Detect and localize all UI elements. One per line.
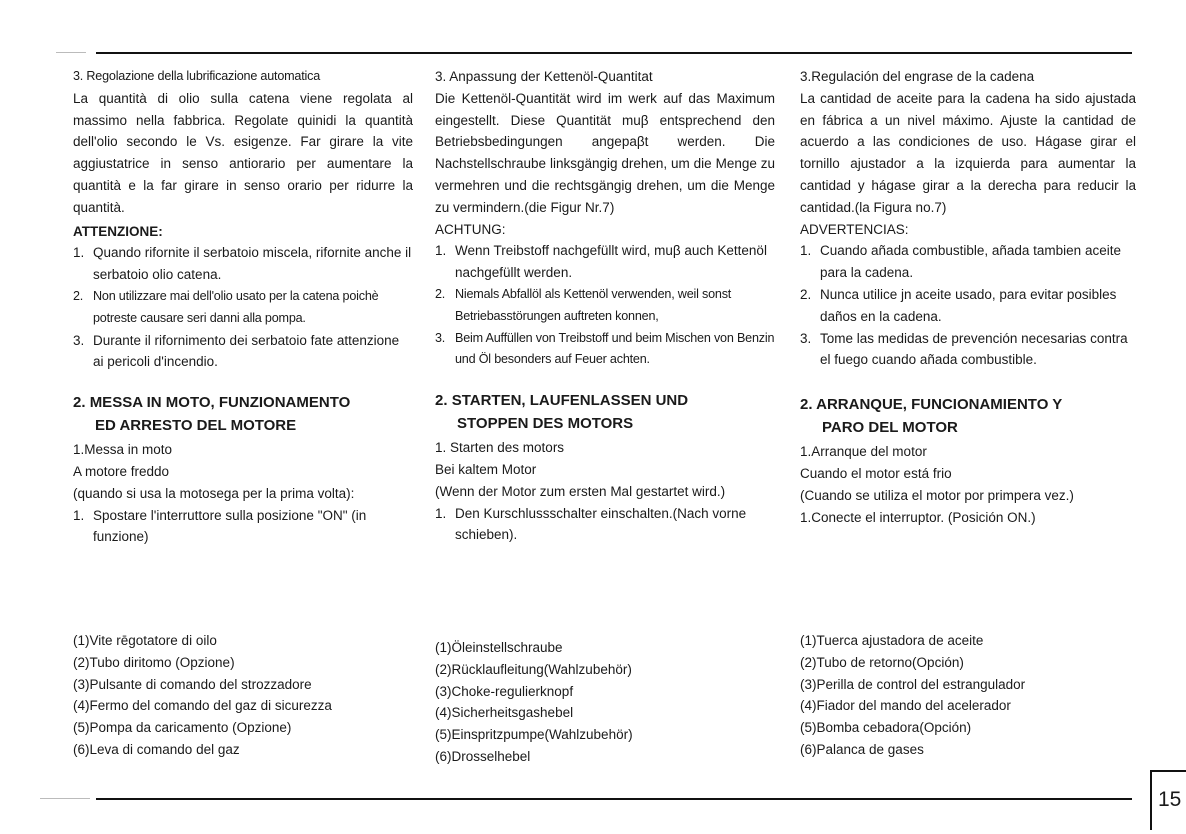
part-label: (2)Tubo diritomo (Opzione) <box>73 654 235 670</box>
spanish-column <box>800 66 1136 528</box>
warning-list <box>800 240 1136 371</box>
part-label: (2)Tubo de retorno(Opción) <box>800 654 964 670</box>
first-time-note: (Wenn der Motor zum ersten Mal gestartet wird.) <box>435 483 726 499</box>
first-time-note: (quando si usa la motosega per la prima volta): <box>73 485 355 501</box>
german-column <box>435 66 775 546</box>
part-label: (6)Leva di comando del gaz <box>73 741 240 757</box>
lube-body: Die Kettenöl-Quantität wird im werk auf das Maximum eingestellt. Diese Quantität muβ entsprechend den Betriebsbedingungen angepaβt werden. Die Nachstellschraube linksgängig drehen, um die Menge zu vermehren und die rechtsgängig drehen, um die Menge zu vermindern.(die Figur Nr.7) <box>435 90 775 215</box>
bottom-rule-tick <box>40 798 90 799</box>
warning-title: ACHTUNG: <box>435 221 506 237</box>
section-heading: 2. STARTEN, LAUFENLASSEN UND STOPPEN DES MOTORS <box>435 392 689 433</box>
warning-item: 1. Quando rifornite il serbatoio miscela, rifornite anche il serbatoio olio catena. <box>73 245 412 283</box>
warning-item: 3. Tome las medidas de prevención necesarias contra el fuego cuando añada combustible. <box>800 330 1128 368</box>
first-time-note: (Cuando se utiliza el motor por primpera vez.) <box>800 487 1074 503</box>
part-label: (3)Pulsante di comando del strozzadore <box>73 676 312 692</box>
warning-item: 3. Beim Auffüllen von Treibstoff und beim Mischen von Benzin und Öl besonders auf Feuer achten. <box>435 330 775 367</box>
part-label: (3)Choke-regulierknopf <box>435 683 574 699</box>
part-label: (5)Bomba cebadora(Opción) <box>800 720 972 736</box>
start-steps <box>435 503 775 547</box>
warning-item: 2. Non utilizzare mai dell'olio usato per la catena poichè potreste causare seri danni alla pompa. <box>73 288 379 325</box>
warning-title: ATTENZIONE: <box>73 223 163 239</box>
cold-engine-label: Bei kaltem Motor <box>435 461 537 477</box>
lube-body: La cantidad de aceite para la cadena ha sido ajustada en fábrica a un nivel máximo. Ajuste la cantidad de acuerdo a las condiciones de uso. Hágase girar el tornillo ajustador a la izquierda para aumentar la cantidad y hágase girar a la derecha para reducir la cantidad.(la Figura no.7) <box>800 90 1136 215</box>
section-heading: 2. ARRANQUE, FUNCIONAMIENTO Y PARO DEL MOTOR <box>800 396 1063 437</box>
bottom-rule <box>96 798 1132 800</box>
section-heading: 2. MESSA IN MOTO, FUNZIONAMENTO ED ARRESTO DEL MOTORE <box>73 394 351 435</box>
warning-title: ADVERTENCIAS: <box>800 221 909 237</box>
top-rule <box>96 52 1132 54</box>
italian-parts-legend <box>73 630 413 761</box>
warning-item: 1. Wenn Treibstoff nachgefüllt wird, muβ auch Kettenöl nachgefüllt werden. <box>435 243 767 281</box>
start-title: 1.Arranque del motor <box>800 444 927 460</box>
page-number: 15 <box>1150 770 1186 830</box>
german-parts-legend <box>435 637 775 768</box>
part-label: (4)Fermo del comando del gaz di sicurezza <box>73 698 332 714</box>
warning-list <box>73 242 413 373</box>
start-step: 1. Den Kurschlussschalter einschalten.(Nach vorne schieben). <box>435 505 747 543</box>
warning-item: 2. Nunca utilice jn aceite usado, para evitar posibles daños en la cadena. <box>800 286 1117 324</box>
part-label: (3)Perilla de control del estrangulador <box>800 676 1026 692</box>
part-label: (6)Drosselhebel <box>435 748 531 764</box>
lube-title: 3. Anpassung der Kettenöl-Quantitat <box>435 69 653 84</box>
start-title: 1. Starten des motors <box>435 440 565 456</box>
top-rule-tick <box>56 52 86 53</box>
spanish-parts-legend <box>800 630 1140 761</box>
part-label: (5)Einspritzpumpe(Wahlzubehör) <box>435 727 633 743</box>
lube-title: 3. Regolazione della lubrificazione automatica <box>73 69 321 83</box>
cold-engine-label: A motore freddo <box>73 463 170 479</box>
warning-list <box>435 240 775 371</box>
part-label: (4)Sicherheitsgashebel <box>435 705 574 721</box>
italian-column <box>73 66 413 548</box>
warning-item: 2. Niemals Abfallöl als Kettenöl verwenden, weil sonst Betriebasstörungen auftreten konnen, <box>435 286 732 323</box>
lube-title: 3.Regulación del engrase de la cadena <box>800 69 1035 84</box>
warning-item: 1. Cuando añada combustible, añada tambien aceite para la cadena. <box>800 243 1121 281</box>
part-label: (1)Vite rēgotatore di oilo <box>73 633 217 648</box>
part-label: (1)Öleinstellschraube <box>435 640 563 655</box>
start-steps <box>73 505 413 549</box>
part-label: (2)Rücklaufleitung(Wahlzubehör) <box>435 661 632 677</box>
start-title: 1.Messa in moto <box>73 442 173 458</box>
part-label: (1)Tuerca ajustadora de aceite <box>800 633 984 648</box>
part-label: (4)Fiador del mando del acelerador <box>800 698 1011 714</box>
warning-item: 3. Durante il rifornimento dei serbatoio fate attenzione ai pericoli d'incendio. <box>73 332 400 370</box>
start-step: 1.Conecte el interruptor. (Posición ON.) <box>800 509 1036 525</box>
part-label: (6)Palanca de gases <box>800 741 924 757</box>
start-step: 1. Spostare l'interruttore sulla posizione "ON" (in funzione) <box>73 507 367 545</box>
cold-engine-label: Cuando el motor está frio <box>800 465 952 481</box>
part-label: (5)Pompa da caricamento (Opzione) <box>73 720 292 736</box>
lube-body: La quantità di olio sulla catena viene regolata al massimo nella fabbrica. Regolate quinidi la quantità dell'olio secondo le Vs. esigenze. Far girare la vite aggiustatrice in senso antiorario per aumentare la quantità e la far girare in senso orario per ridurre la quantità. <box>73 90 413 215</box>
